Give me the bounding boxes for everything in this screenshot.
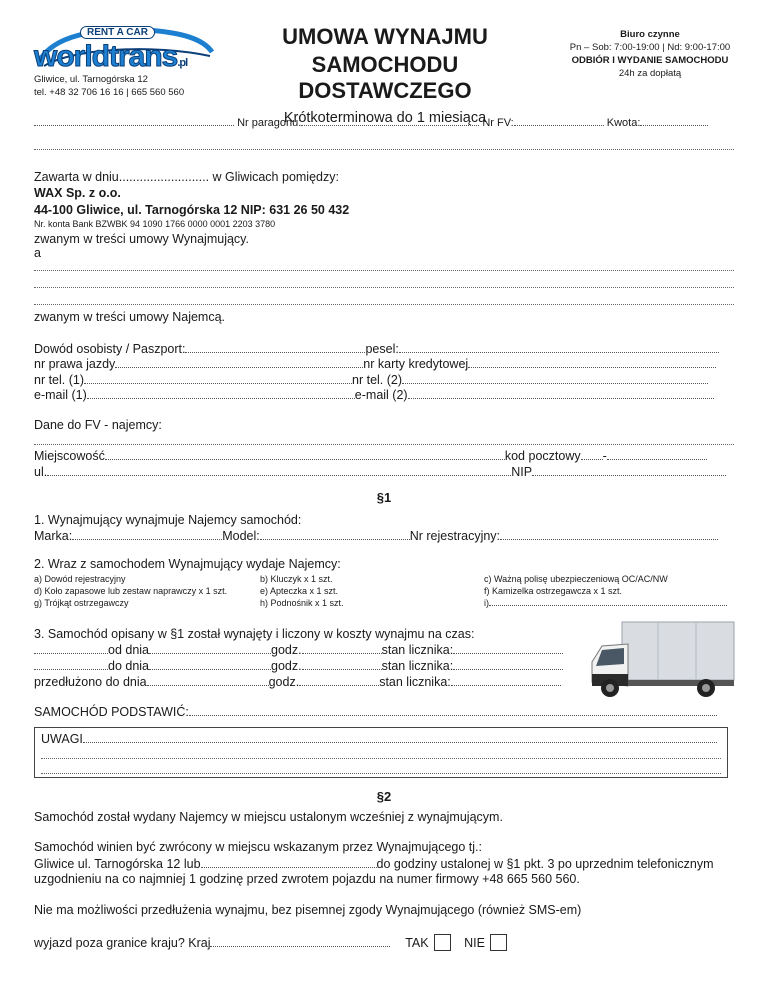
office-info bbox=[550, 28, 750, 80]
card-label: nr karty kredytowej bbox=[363, 357, 469, 371]
deliver-field[interactable] bbox=[189, 704, 717, 716]
postal-dash: - bbox=[602, 449, 607, 463]
city-field[interactable] bbox=[105, 448, 505, 460]
from-counter-label: stan licznika: bbox=[381, 643, 454, 657]
office-title: Biuro czynne bbox=[620, 29, 680, 40]
item-d: d) Koło zapasowe lub zestaw naprawczy x 1 szt. bbox=[34, 586, 228, 596]
pesel-label: pesel: bbox=[365, 342, 399, 356]
s2-p2a: Samochód winien być zwrócony w miejscu wskazanym przez Wynajmującego tj.: bbox=[34, 840, 482, 854]
rental-extended-row bbox=[34, 674, 561, 689]
company-address: Gliwice, ul. Tarnogórska 12 bbox=[34, 74, 148, 85]
extended-hour-field[interactable] bbox=[299, 674, 379, 686]
yes-label: TAK bbox=[405, 936, 429, 950]
title-line-2: SAMOCHODU DOSTAWCZEGO bbox=[298, 52, 472, 103]
abroad-label: wyjazd poza granice kraju? Kraj bbox=[34, 936, 211, 950]
from-label: od dnia bbox=[108, 643, 150, 657]
extended-date-field[interactable] bbox=[147, 674, 269, 686]
id-row-2 bbox=[34, 356, 716, 371]
extended-label: przedłużono do dnia bbox=[34, 675, 147, 689]
reg-field[interactable] bbox=[500, 528, 718, 540]
extended-counter-field[interactable] bbox=[451, 674, 561, 686]
to-date-field[interactable] bbox=[149, 658, 271, 670]
rental-from-row bbox=[34, 642, 563, 657]
concluded-text: Zawarta w dniu.......................... w Gliwicach pomiędzy: bbox=[34, 170, 339, 184]
items-col-1 bbox=[34, 573, 227, 609]
item-a: a) Dowód rejestracyjny bbox=[34, 574, 126, 584]
s2-p2b-start: Gliwice ul. Tarnogórska 12 lub bbox=[34, 857, 201, 871]
s2-p3: Nie ma możliwości przedłużenia wynajmu, bez pisemnej zgody Wynajmującego (również SMS-em) bbox=[34, 903, 582, 917]
remarks-row bbox=[41, 731, 717, 746]
item-g: g) Trójkąt ostrzegawczy bbox=[34, 598, 129, 608]
card-field[interactable] bbox=[468, 356, 716, 368]
postal-field-2[interactable] bbox=[607, 448, 707, 460]
logo-tag: RENT A CAR bbox=[80, 26, 155, 39]
model-label: Model: bbox=[222, 529, 260, 543]
reg-label: Nr rejestracyjny: bbox=[409, 529, 501, 543]
extended-hour-label: godz. bbox=[268, 675, 300, 689]
city-row bbox=[34, 448, 707, 463]
id-row-3 bbox=[34, 372, 708, 387]
no-label: NIE bbox=[464, 936, 485, 950]
company-phone: tel. +48 32 706 16 16 | 665 560 560 bbox=[34, 87, 185, 98]
to-hour-field[interactable] bbox=[302, 658, 382, 670]
item-b: b) Kluczyk x 1 szt. bbox=[260, 574, 333, 584]
s1-p1: 1. Wynajmujący wynajmuje Najemcy samochód: bbox=[34, 513, 302, 527]
street-row bbox=[34, 464, 726, 479]
s2-p2b-end: do godziny ustalonej w §1 pkt. 3 po uprzednim telefonicznym bbox=[376, 857, 714, 871]
street-label: ul. bbox=[34, 465, 48, 479]
item-f: f) Kamizelka ostrzegawcza x 1 szt. bbox=[484, 586, 623, 596]
pickup-note: 24h za dopłatą bbox=[618, 68, 682, 79]
tenant-note: zwanym w treści umowy Najemcą. bbox=[34, 310, 226, 324]
landlord-note: zwanym w treści umowy Wynajmujący. bbox=[34, 232, 249, 246]
make-field[interactable] bbox=[72, 528, 222, 540]
title-line-1: UMOWA WYNAJMU bbox=[282, 24, 488, 49]
remarks-label: UWAGI bbox=[41, 732, 83, 746]
item-i: i) bbox=[484, 597, 727, 609]
remarks-box[interactable] bbox=[34, 727, 728, 778]
company-full-address: 44-100 Gliwice, ul. Tarnogórska 12 NIP: 631 26 50 432 bbox=[34, 203, 350, 217]
receipt-label: Nr paragonu: bbox=[237, 117, 302, 129]
item-c: c) Ważną polisę ubezpieczeniową OC/AC/NW bbox=[484, 574, 668, 584]
top-fields bbox=[34, 114, 708, 129]
rental-to-row bbox=[34, 658, 563, 673]
model-field[interactable] bbox=[260, 528, 410, 540]
delivery-van-icon bbox=[588, 620, 738, 702]
id-doc-field[interactable] bbox=[185, 341, 365, 353]
invoice-field[interactable] bbox=[514, 114, 604, 126]
invoice-line[interactable] bbox=[34, 444, 734, 445]
tenant-line-1[interactable] bbox=[34, 270, 734, 271]
section-1-heading: §1 bbox=[376, 490, 392, 505]
and-text: a bbox=[34, 246, 41, 260]
amount-field[interactable] bbox=[640, 114, 708, 126]
tel2-field[interactable] bbox=[402, 372, 708, 384]
street-field[interactable] bbox=[47, 464, 511, 476]
return-place-field[interactable] bbox=[201, 856, 377, 868]
postal-field-1[interactable] bbox=[581, 448, 603, 460]
nip-label: NIP bbox=[511, 465, 533, 479]
blank-line[interactable] bbox=[34, 149, 734, 150]
to-counter-field[interactable] bbox=[453, 658, 563, 670]
country-field[interactable] bbox=[210, 935, 390, 947]
bank-account: Nr. konta Bank BZWBK 94 1090 1766 0000 0001 2203 3780 bbox=[34, 219, 276, 229]
s1-p3: 3. Samochód opisany w §1 został wynajęty i liczony w koszty wynajmu na czas: bbox=[34, 627, 475, 641]
page-subtitle: Krótkoterminowa do 1 miesiąca bbox=[283, 110, 487, 126]
email1-field[interactable] bbox=[87, 387, 355, 399]
s2-p2b bbox=[34, 856, 714, 871]
deliver-label: SAMOCHÓD PODSTAWIĆ: bbox=[34, 705, 189, 719]
logo-word: worldtrans bbox=[34, 40, 178, 73]
logo-suffix: .pl bbox=[177, 57, 188, 69]
amount-label: Kwota: bbox=[606, 117, 641, 129]
car-row bbox=[34, 528, 718, 543]
pickup-title: ODBIÓR I WYDANIE SAMOCHODU bbox=[571, 55, 729, 66]
tel1-field[interactable] bbox=[84, 372, 352, 384]
invoice-label: Nr FV: bbox=[482, 117, 514, 129]
to-place-field[interactable] bbox=[34, 658, 108, 670]
from-place-field[interactable] bbox=[34, 642, 108, 654]
items-col-3 bbox=[484, 573, 727, 609]
s2-p1: Samochód został wydany Najemcy w miejscu ustalonym wcześniej z wynajmującym. bbox=[34, 810, 503, 824]
item-e: e) Apteczka x 1 szt. bbox=[260, 586, 339, 596]
to-label: do dnia bbox=[108, 659, 150, 673]
tel2-label: nr tel. (2) bbox=[352, 373, 403, 387]
to-hour-label: godz. bbox=[271, 659, 302, 673]
invoice-heading: Dane do FV - najemcy: bbox=[34, 418, 162, 432]
company-name: WAX Sp. z o.o. bbox=[34, 186, 121, 200]
license-label: nr prawa jazdy bbox=[34, 357, 116, 371]
office-hours: Pn – Sob: 7:00-19:00 | Nd: 9:00-17:00 bbox=[569, 42, 731, 53]
from-hour-field[interactable] bbox=[302, 642, 382, 654]
item-h: h) Podnośnik x 1 szt. bbox=[260, 598, 344, 608]
abroad-row bbox=[34, 934, 507, 951]
id-row-1 bbox=[34, 341, 719, 356]
id-doc-label: Dowód osobisty / Paszport: bbox=[34, 342, 186, 356]
city-label: Miejscowość bbox=[34, 449, 105, 463]
no-checkbox[interactable] bbox=[490, 934, 507, 951]
tenant-line-3[interactable] bbox=[34, 304, 734, 305]
section-2-heading: §2 bbox=[376, 789, 392, 804]
from-counter-field[interactable] bbox=[453, 642, 563, 654]
email2-field[interactable] bbox=[408, 387, 714, 399]
yes-checkbox[interactable] bbox=[434, 934, 451, 951]
from-hour-label: godz. bbox=[271, 643, 302, 657]
deliver-row bbox=[34, 704, 717, 719]
email1-label: e-mail (1) bbox=[34, 388, 87, 402]
nip-field[interactable] bbox=[532, 464, 726, 476]
extended-counter-label: stan licznika: bbox=[379, 675, 451, 689]
id-row-4 bbox=[34, 387, 714, 402]
items-col-2 bbox=[260, 573, 344, 609]
receipt-field[interactable] bbox=[301, 114, 479, 126]
to-counter-label: stan licznika: bbox=[381, 659, 454, 673]
pesel-field[interactable] bbox=[399, 341, 719, 353]
from-date-field[interactable] bbox=[149, 642, 271, 654]
s2-p2c: uzgodnieniu na co najmniej 1 godzinę przed zwrotem pojazdu na numer firmowy +48 665 560 560. bbox=[34, 872, 580, 886]
make-label: Marka: bbox=[34, 529, 73, 543]
van-image bbox=[588, 620, 738, 702]
page-title bbox=[230, 24, 540, 126]
logo-main bbox=[34, 40, 187, 74]
tel1-label: nr tel. (1) bbox=[34, 373, 85, 387]
license-field[interactable] bbox=[115, 356, 363, 368]
email2-label: e-mail (2) bbox=[354, 388, 408, 402]
postal-label: kod pocztowy bbox=[504, 449, 581, 463]
tenant-line-2[interactable] bbox=[34, 287, 734, 288]
s1-p2: 2. Wraz z samochodem Wynajmujący wydaje Najemcy: bbox=[34, 557, 341, 571]
